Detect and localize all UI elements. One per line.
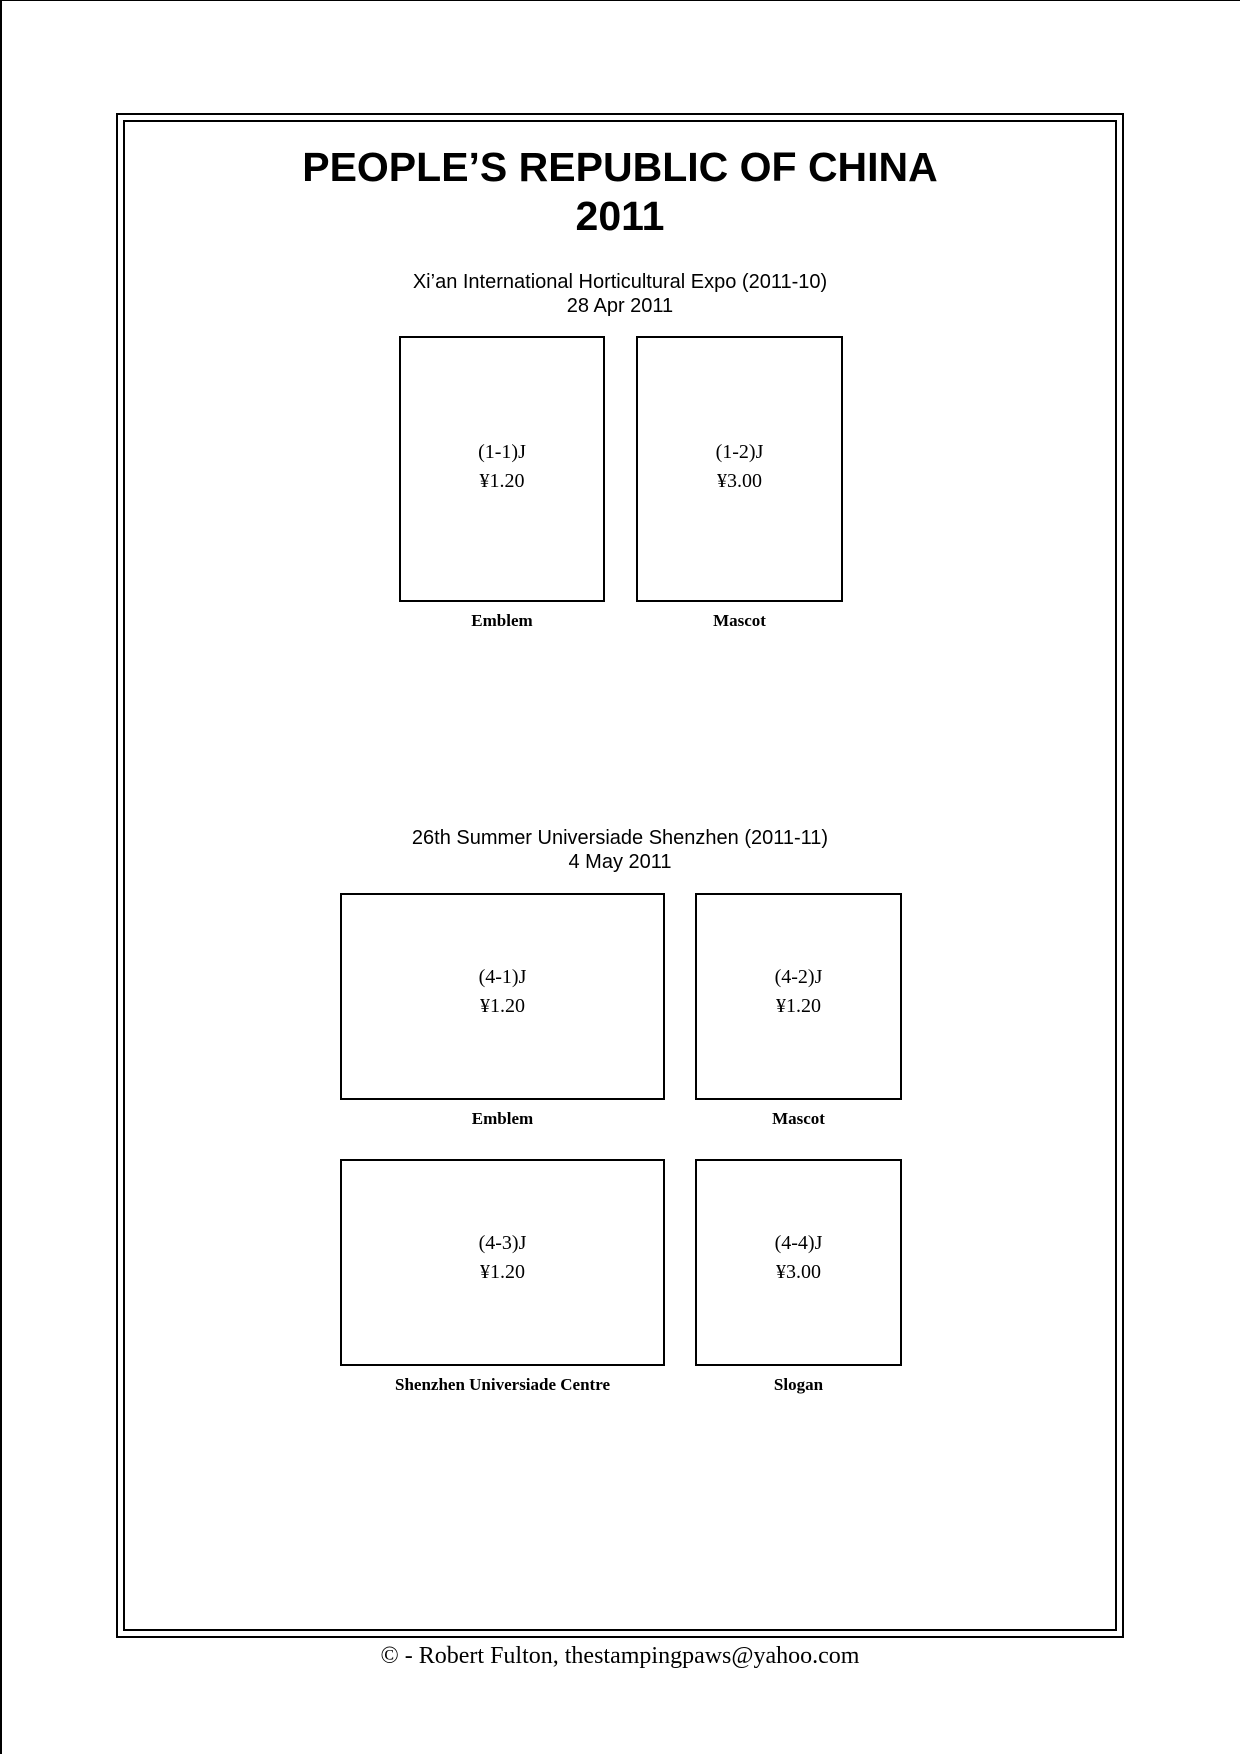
stamp-value: ¥1.20 [479, 470, 525, 492]
page-edge-top [0, 0, 1240, 1]
stamp-value: ¥3.00 [717, 470, 762, 492]
stamp-caption: Slogan [773, 1375, 824, 1394]
stamp-code: (1-2)J [715, 441, 764, 463]
stamp-caption: Mascot [772, 1109, 825, 1128]
stamp-box [695, 893, 902, 1100]
section-date: 28 Apr 2011 [566, 295, 674, 317]
stamp-caption: Shenzhen Universiade Centre [394, 1375, 610, 1394]
stamp-value: ¥3.00 [776, 1261, 821, 1283]
stamp-caption: Mascot [713, 611, 766, 630]
section-title: 26th Summer Universiade Shenzhen (2011-11) [411, 827, 829, 849]
page-year: 2011 [575, 193, 665, 239]
section-date: 4 May 2011 [568, 851, 672, 873]
copyright-footer: © - Robert Fulton, thestampingpaws@yahoo.com [380, 1643, 860, 1669]
stamp-code: (4-4)J [774, 1232, 823, 1254]
page-border-inner [123, 120, 1117, 1631]
stamp-box [340, 893, 665, 1100]
stamp-box [340, 1159, 665, 1366]
stamp-caption: Emblem [471, 611, 533, 630]
stamp-caption: Emblem [471, 1109, 534, 1128]
stamp-code: (4-3)J [478, 1232, 527, 1254]
page-title: PEOPLE’S REPUBLIC OF CHINA [302, 144, 938, 190]
section-title: Xi’an International Horticultural Expo (2011-10) [412, 271, 828, 293]
page-edge-left [0, 0, 2, 1754]
stamp-box [695, 1159, 902, 1366]
stamp-code: (1-1)J [478, 441, 526, 463]
stamp-value: ¥1.20 [480, 995, 525, 1017]
stamp-box [636, 336, 843, 602]
stamp-value: ¥1.20 [776, 995, 821, 1017]
stamp-code: (4-2)J [774, 966, 823, 988]
stamp-box [399, 336, 605, 602]
stamp-code: (4-1)J [478, 966, 527, 988]
stamp-value: ¥1.20 [480, 1261, 525, 1283]
